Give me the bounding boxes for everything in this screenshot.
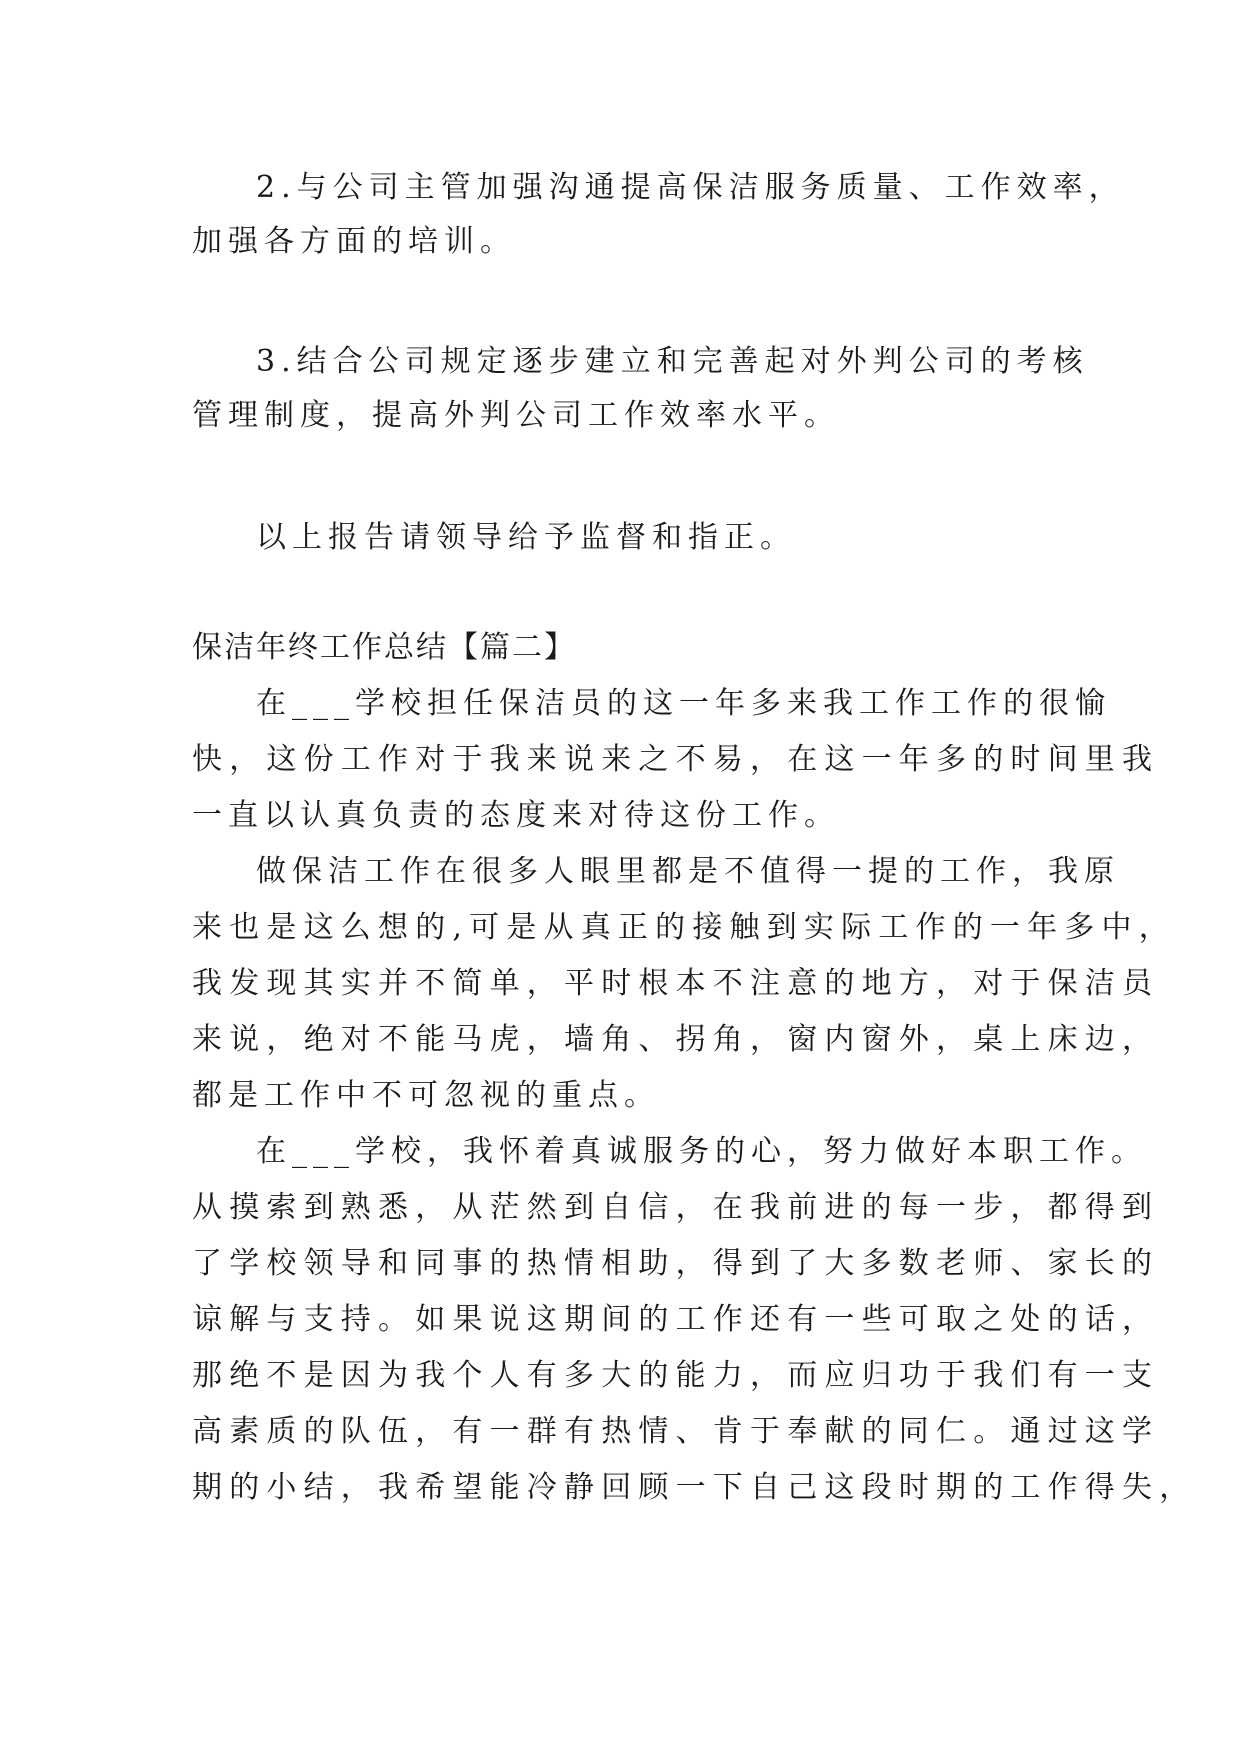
body-line: 从摸索到熟悉，从茫然到自信，在我前进的每一步，都得到 (192, 1190, 1160, 1225)
body-line: 在___学校担任保洁员的这一年多来我工作工作的很愉 (256, 686, 1111, 721)
body-line: 那绝不是因为我个人有多大的能力，而应归功于我们有一支 (192, 1358, 1160, 1393)
body-line: 了学校领导和同事的热情相助，得到了大多数老师、家长的 (192, 1246, 1160, 1281)
section-heading: 保洁年终工作总结【篇二】 (192, 630, 576, 665)
body-line: 做保洁工作在很多人眼里都是不值得一提的工作，我原 (256, 854, 1120, 889)
closing-line: 以上报告请领导给予监督和指正。 (256, 520, 796, 555)
body-line: 快，这份工作对于我来说来之不易，在这一年多的时间里我 (192, 742, 1160, 777)
paragraph-2-line-2: 加强各方面的培训。 (192, 224, 516, 259)
body-line: 期的小结，我希望能冷静回顾一下自己这段时期的工作得失， (192, 1470, 1197, 1505)
body-line: 来也是这么想的,可是从真正的接触到实际工作的一年多中， (192, 910, 1176, 945)
body-line: 来说，绝对不能马虎，墙角、拐角，窗内窗外，桌上床边， (192, 1022, 1160, 1057)
body-line: 一直以认真负责的态度来对待这份工作。 (192, 798, 840, 833)
body-line: 我发现其实并不简单，平时根本不注意的地方，对于保洁员 (192, 966, 1160, 1001)
body-line: 高素质的队伍，有一群有热情、肯于奉献的同仁。通过这学 (192, 1414, 1160, 1449)
body-line: 谅解与支持。如果说这期间的工作还有一些可取之处的话， (192, 1302, 1160, 1337)
paragraph-3-line-1: 3.结合公司规定逐步建立和完善起对外判公司的考核 (256, 344, 1089, 379)
body-line: 在___学校，我怀着真诚服务的心，努力做好本职工作。 (256, 1134, 1147, 1169)
paragraph-2-line-1: 2.与公司主管加强沟通提高保洁服务质量、工作效率， (256, 170, 1125, 205)
paragraph-3-line-2: 管理制度，提高外判公司工作效率水平。 (192, 398, 840, 433)
body-line: 都是工作中不可忽视的重点。 (192, 1078, 660, 1113)
